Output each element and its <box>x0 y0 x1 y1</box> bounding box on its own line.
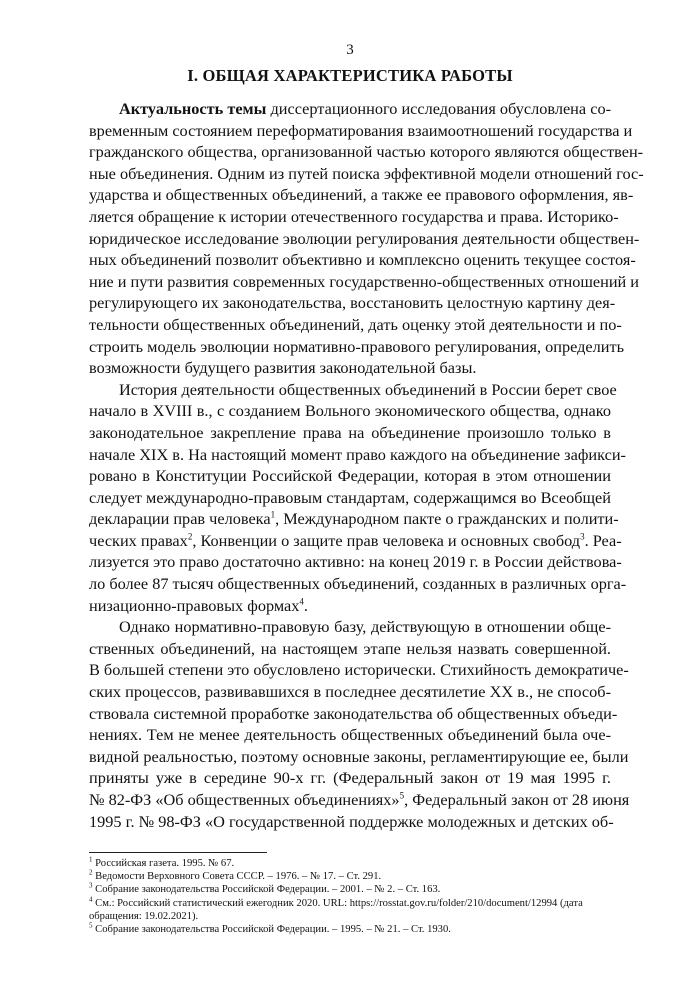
paragraph-line: гражданского общества, организованной частью которого являются обществен- <box>89 142 644 162</box>
footnote-ref[interactable]: 4 <box>299 596 304 607</box>
paragraph-line: тельности общественных объединений, дать оценку этой деятельности и по- <box>89 314 622 334</box>
paragraph-line: декларации прав человека$^1$, Международном пакте о гражданских и полити- <box>89 509 619 529</box>
paragraph-line: возможности будущего развития законодательной базы. <box>89 358 477 378</box>
paragraph-line: регулирующего их законодательства, восстановить целостную картину дея- <box>89 293 616 313</box>
paragraph-line: низационно-правовых формах$^4$. <box>89 595 308 615</box>
paragraph-line: юридическое исследование эволюции регулирования деятельности обществен- <box>89 228 640 248</box>
paragraph-line: ляется обращение к истории отечественного государства и права. Историко- <box>89 206 619 226</box>
paragraph-line: приняты уже в середине 90-х гг. (Федеральный закон от 19 мая 1995 г. <box>89 768 611 788</box>
paragraph-line: ческих правах$^2$, Конвенции о защите прав человека и основных свобод$^3$. Реа- <box>89 530 622 550</box>
paragraph-line: начале XIX в. На настоящий момент право каждого на объединение зафикси- <box>89 444 626 464</box>
footnote: $^5$ Собрание законодательства Российской Федерации. – 1995. – № 21. – Ст. 1930. <box>89 921 451 936</box>
paragraph-line: Однако нормативно-правовую базу, действующую в отношении обще- <box>119 617 611 637</box>
footnote: $^1$ Российская газета. 1995. № 67. <box>89 855 235 869</box>
footnote: $^3$ Собрание законодательства Российской Федерации. – 2001. – № 2. – Ст. 163. <box>89 881 441 896</box>
paragraph-line: строить модель эволюции нормативно-правового регулирования, определить <box>89 336 625 356</box>
paragraph-line: Актуальность темы диссертационного исследования обусловлена со- <box>119 99 612 118</box>
paragraph-line: законодательное закрепление права на объединение произошло только в <box>89 422 611 442</box>
paragraph-line: 1995 г. № 98-ФЗ «О государственной поддержке молодежных и детских об- <box>89 811 614 831</box>
footnotes <box>89 857 619 936</box>
footnote-ref[interactable]: 3 <box>580 531 585 542</box>
paragraph-line: начало в XVIII в., с созданием Вольного экономического общества, однако <box>89 401 611 421</box>
paragraph-line: История деятельности общественных объединений в России берет свое <box>119 379 617 399</box>
footnote-ref[interactable]: 1 <box>270 509 276 520</box>
paragraph-line: ствовала системной проработке законодательства об общественных объеди- <box>89 703 618 723</box>
footnote: $^4$ См.: Российский статистический ежегодник 2020. URL: https://rosstat.gov.ru/folder/210/document/12994 (дата <box>89 895 583 909</box>
footnote-divider <box>89 852 267 853</box>
paragraph-line: лизуется это право достаточно активно: на конец 2019 г. в России действова- <box>89 552 622 572</box>
paragraph-line: ственных объединений, на настоящем этапе нельзя назвать совершенной. <box>89 638 611 658</box>
footnote-ref[interactable]: 5 <box>399 790 405 801</box>
footnote: $^2$ Ведомости Верховного Совета СССР. – 1976. – № 17. – Ст. 291. <box>89 868 382 883</box>
paragraph-line: видной реальностью, поэтому основные законы, регламентирующие ее, были <box>89 746 629 766</box>
paragraph-line: ских процессов, развивавшихся в последнее десятилетие XX в., не способ- <box>89 682 611 702</box>
paragraph-line: временным состоянием переформатирования взаимоотношений государства и <box>89 120 633 140</box>
paragraph-line: ло более 87 тысяч общественных объединений, созданных в различных орга- <box>89 574 627 594</box>
lead-phrase: Актуальность темы <box>119 99 267 118</box>
footnote-continuation: обращения: 19.02.2021). <box>89 910 199 922</box>
paragraph-line: нениях. Тем не менее деятельность общественных объединений была оче- <box>89 725 611 745</box>
paragraph-line: ные объединения. Одним из путей поиска эффективной модели отношений гос- <box>89 163 644 183</box>
paragraph-line: В большей степени это обусловлено исторически. Стихийность демократиче- <box>89 660 629 680</box>
paragraph-line: № 82-ФЗ «Об общественных объединениях»$^5$, Федеральный закон от 28 июня <box>89 790 630 809</box>
page-number: 3 <box>346 42 354 58</box>
body-text <box>89 98 644 832</box>
paragraph-line: ровано в Конституции Российской Федерации, которая в этом отношении <box>89 466 611 486</box>
paragraph-line: следует международно-правовым стандартам, содержащимся во Всеобщей <box>89 487 611 507</box>
paragraph-line: ных объединений позволит объективно и комплексно оценить текущее состоя- <box>89 250 636 270</box>
chapter-title: I. ОБЩАЯ ХАРАКТЕРИСТИКА РАБОТЫ <box>187 66 513 85</box>
paragraph-line: ние и пути развития современных государственно-общественных отношений и <box>89 271 640 291</box>
paragraph-line: ударства и общественных объединений, а также ее правового оформления, яв- <box>89 185 634 205</box>
footnote-ref[interactable]: 2 <box>187 531 193 542</box>
